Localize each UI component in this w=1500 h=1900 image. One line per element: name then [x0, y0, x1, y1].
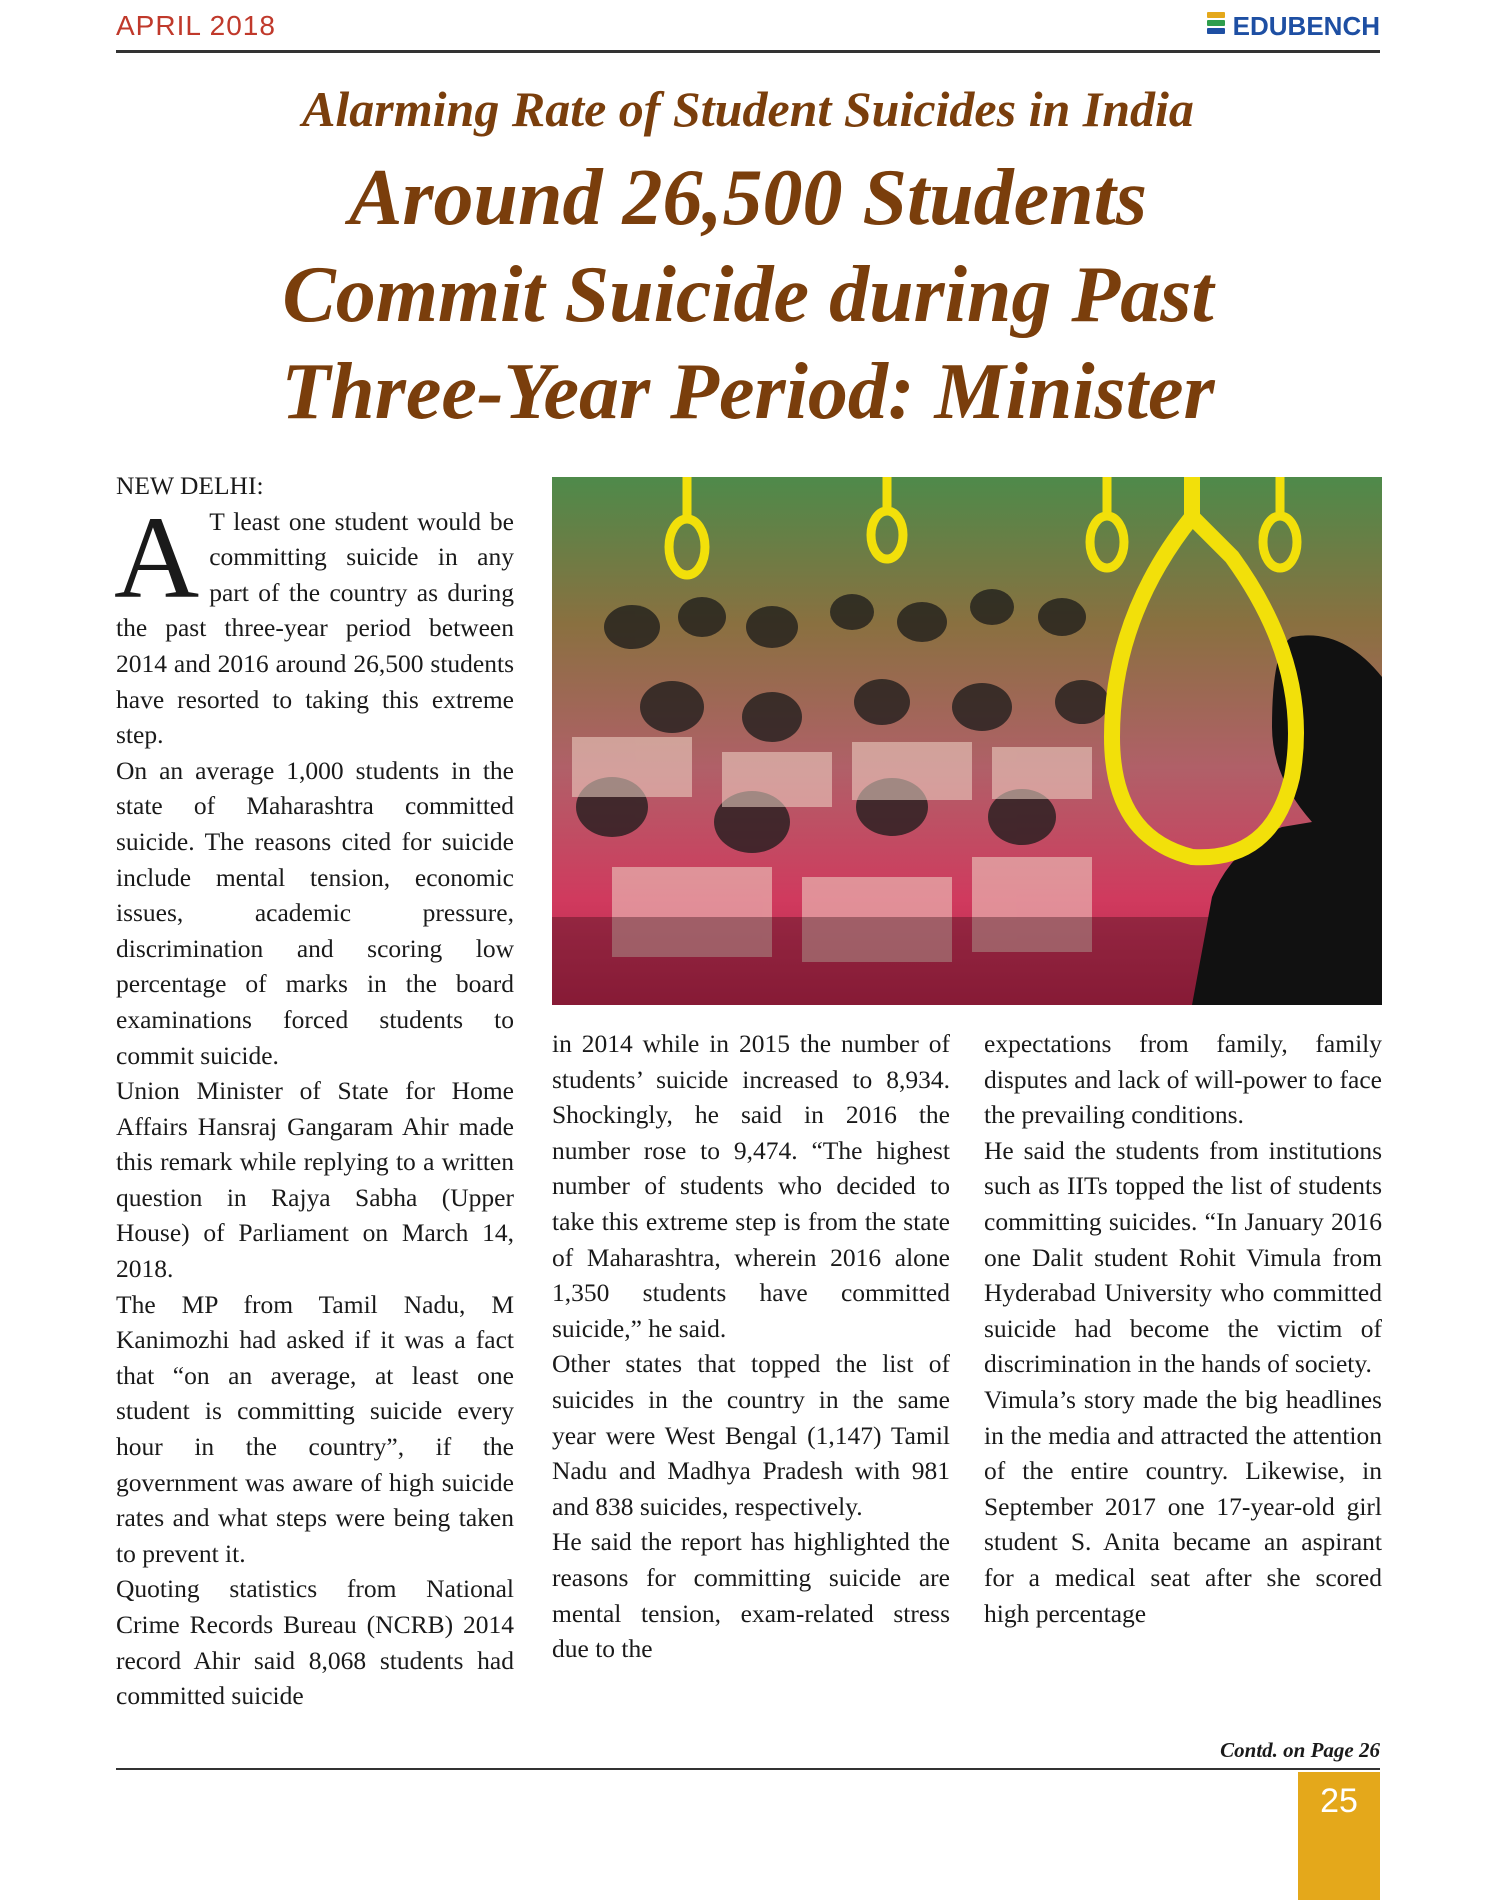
article-kicker: Alarming Rate of Student Suicides in India	[302, 81, 1194, 137]
paragraph: On an average 1,000 students in the state of Maharashtra committed suicide. The reasons cited for suicide include mental tension, economic issues, academic pressure, discrimination and scoring low percentage of marks in the board examinations forced students to commit suicide.	[116, 755, 514, 1070]
header-rule	[116, 50, 1380, 53]
brand-name: EDUBENCH	[1232, 11, 1380, 41]
headline-line: Around 26,500 Students	[348, 154, 1148, 242]
dateline: NEW DELHI:	[116, 471, 264, 500]
paragraph	[114, 491, 514, 753]
paragraph: The MP from Tamil Nadu, M Kanimozhi had asked if it was a fact that “on an average, at least one student is committing suicide every hour in the country”, if the government was aware of high suicide rates and what steps were being taken to prevent it.	[116, 1289, 514, 1568]
continued-note: Contd. on Page 26	[1220, 1738, 1380, 1762]
headline-line: Three-Year Period: Minister	[281, 348, 1215, 436]
brand-logo	[1205, 10, 1380, 43]
drop-cap: A	[114, 491, 200, 623]
article-photo	[552, 477, 1382, 1005]
lead-text: T least one student would be committing suicide in any part of the country as during the past three-year period between 2014 and 2016 around 26,500 students have resorted to taking this extreme step.	[116, 506, 514, 750]
paragraph: He said the students from institutions such as IITs topped the list of students committing suicides. “In January 2016 one Dalit student Rohit Vimula from Hyderabad University who committed suicide had become the victim of discrimination in the hands of society.	[984, 1135, 1382, 1379]
column-1	[116, 468, 514, 1714]
paragraph: Vimula’s story made the big headlines in the media and attracted the attention of the entire country. Likewise, in September 2017 one 17-year-old girl student S. Anita became an aspirant for a medical seat after she scored high percentage	[984, 1384, 1382, 1628]
column-3	[984, 1026, 1382, 1631]
paragraph: expectations from family, family disputes and lack of will-power to face the prevailing conditions.	[984, 1029, 1382, 1130]
paragraph: Other states that topped the list of suicides in the country in the same year were West Bengal (1,147) Tamil Nadu and Madhya Pradesh with 981 and 838 suicides, respectively.	[552, 1349, 950, 1521]
article-headline	[116, 150, 1380, 441]
paragraph: in 2014 while in 2015 the number of students’ suicide increased to 8,934. Shockingly, he said in 2016 the number rose to 9,474. “The highest number of students who decided to take this extreme step is from the state of Maharashtra, wherein 2016 alone 1,350 students have committed suicide,” he said.	[552, 1029, 950, 1343]
issue-date: APRIL 2018	[116, 10, 276, 41]
book-stack-icon	[1205, 10, 1227, 43]
paragraph: He said the report has highlighted the reasons for committing suicide are mental tension, exam-related stress due to the	[552, 1527, 950, 1664]
column-2	[552, 1026, 950, 1667]
paragraph: Quoting statistics from National Crime Records Bureau (NCRB) 2014 record Ahir said 8,068 students had committed suicide	[116, 1574, 514, 1711]
page-number: 25	[1298, 1772, 1380, 1900]
paragraph: Union Minister of State for Home Affairs Hansraj Gangaram Ahir made this remark while replying to a written question in Rajya Sabha (Upper House) of Parliament on March 14, 2018.	[116, 1076, 514, 1284]
footer-rule	[116, 1768, 1380, 1770]
headline-line: Commit Suicide during Past	[282, 251, 1214, 339]
